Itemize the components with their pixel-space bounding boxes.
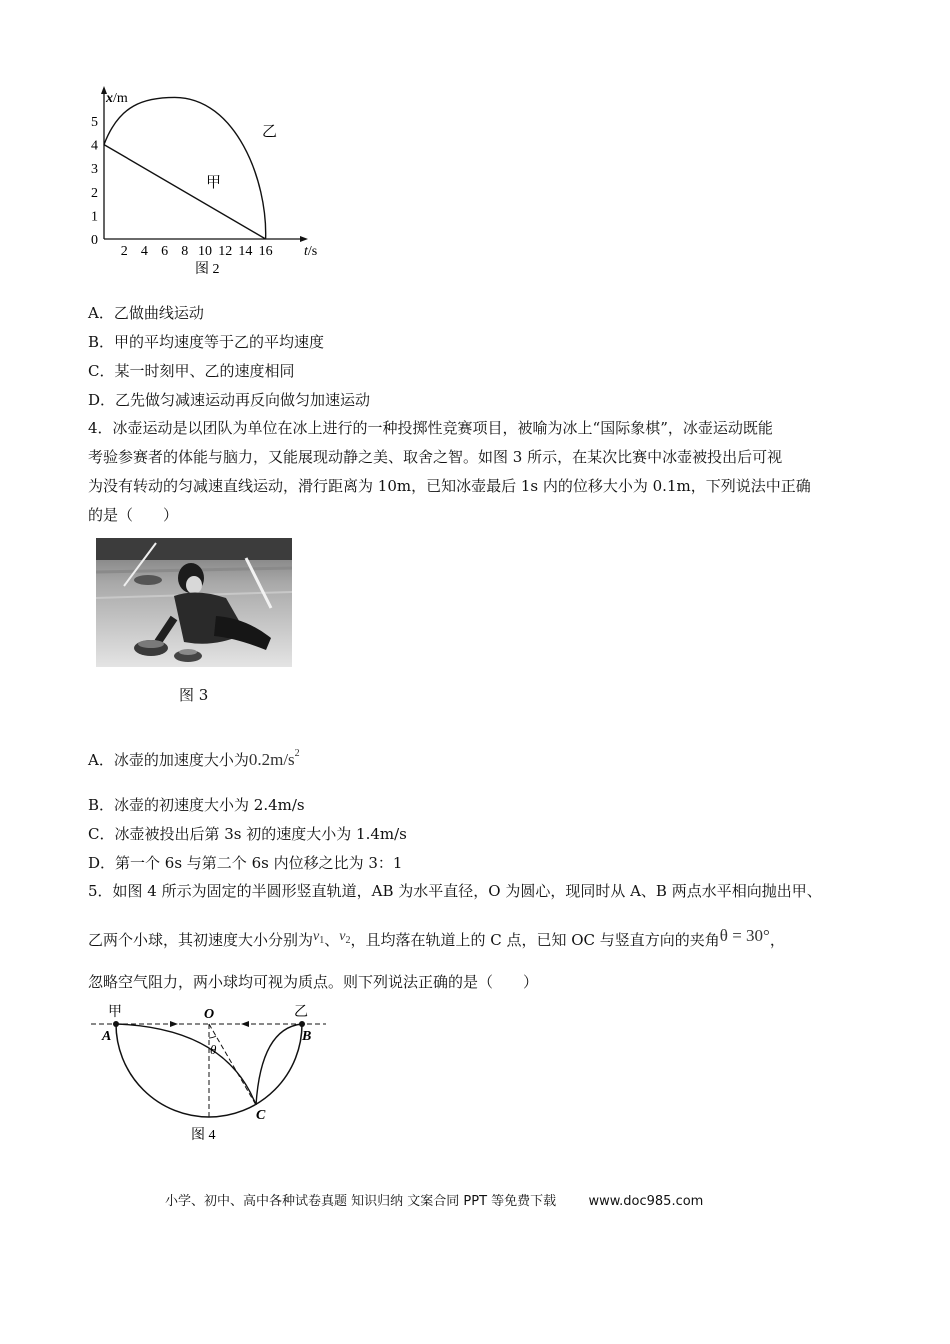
q5-separator: 、 (324, 931, 340, 949)
x-tick-label: 6 (161, 244, 169, 259)
q4-stem-line: 4．冰壶运动是以团队为单位在冰上进行的一种投掷性竞赛项目，被喻为冰上“国际象棋”，冰壶运动既能 (88, 419, 773, 437)
x-tick-labels (121, 244, 273, 259)
q4-option-a (88, 744, 300, 770)
q4-option-d: D．第一个 6s 与第二个 6s 内位移之比为 3：1 (88, 854, 403, 872)
q4-stem-line: 的是（ ） (88, 506, 179, 524)
q5-line-2-text: 乙两个小球，其初速度大小分别为 (88, 931, 314, 949)
series-line-jia (104, 145, 266, 239)
y-tick-label: 4 (91, 138, 98, 154)
ball-yi (299, 1021, 305, 1027)
q4-stem-line: 考验参赛者的体能与脑力，又能展现动静之美、取舍之智。如图 3 所示，在某次比赛中冰壶被投出后可视 (88, 448, 783, 466)
q3-option-a: A．乙做曲线运动 (88, 304, 204, 322)
q5-line-2 (88, 926, 785, 951)
q4-stem-line: 为没有转动的匀减速直线运动，滑行距离为 10m，已知冰壶最后 1s 内的位移大小为 0.1m，下列说法中正确 (88, 477, 811, 495)
y-tick-label: 1 (91, 209, 98, 225)
figure-2-xt-graph (80, 82, 340, 282)
y-tick-label: 5 (91, 115, 98, 130)
y-tick-labels (91, 115, 98, 248)
figure-3-curling-photo (96, 538, 292, 667)
label-yi: 乙 (294, 1005, 308, 1020)
x-tick-label: 12 (218, 244, 233, 259)
y-axis-label: x/m (106, 91, 128, 106)
x-tick-label: 4 (140, 244, 148, 259)
q4-stem (88, 414, 888, 530)
figure-4-semicircle-track (86, 998, 336, 1148)
series-curve-yi (104, 97, 266, 239)
q5-line-3: 忽略空气阻力，两小球均可视为质点。则下列说法正确的是（ ） (88, 973, 539, 991)
theta-formula: θ = 30° (719, 926, 770, 945)
footer-url[interactable]: www.doc985.com (588, 1194, 704, 1209)
x-tick-label: 14 (238, 244, 253, 259)
x-tick-label: 8 (181, 244, 189, 259)
v1-subscript: 1 (319, 935, 325, 946)
x-axis-arrow (300, 236, 308, 242)
q4-option-a-sup: 2 (294, 748, 300, 759)
y-tick-label: 2 (91, 185, 98, 201)
q4-option-b: B．冰壶的初速度大小为 2.4m/s (88, 796, 305, 814)
trajectory-jia (116, 1024, 256, 1105)
figure-4-caption: 图 4 (191, 1128, 216, 1143)
arrow-left (241, 1021, 249, 1027)
q3-option-c: C．某一时刻甲、乙的速度相同 (88, 362, 295, 380)
q4-option-c: C．冰壶被投出后第 3s 初的速度大小为 1.4m/s (88, 825, 407, 843)
label-theta: θ (210, 1042, 217, 1057)
page-footer (165, 1190, 703, 1209)
ball-jia (113, 1021, 119, 1027)
v2-symbol: v (339, 929, 346, 944)
label-b: B (302, 1029, 312, 1044)
series-label-jia: 甲 (206, 175, 222, 191)
y-tick-label: 0 (91, 233, 98, 248)
trajectory-yi (256, 1024, 302, 1105)
x-tick-label: 10 (198, 244, 212, 259)
q5-line-2-text: ，且均落在轨道上的 C 点，已知 OC 与竖直方向的夹角 (350, 931, 720, 949)
label-c: C (256, 1108, 266, 1123)
footer-text: 小学、初中、高中各种试卷真题 知识归纳 文案合同 PPT 等免费下载 (165, 1194, 557, 1209)
q5-line-1: 5．如图 4 所示为固定的半圆形竖直轨道，AB 为水平直径，O 为圆心，现同时从 A、B 两点水平相向抛出甲、 (88, 882, 822, 900)
x-tick-label: 2 (120, 244, 128, 259)
label-o: O (204, 1007, 215, 1022)
q3-option-d: D．乙先做匀减速运动再反向做匀加速运动 (88, 391, 371, 409)
series-label-yi: 乙 (262, 124, 278, 140)
figure-2-caption: 图 2 (195, 262, 220, 277)
q3-option-b: B．甲的平均速度等于乙的平均速度 (88, 333, 325, 351)
y-tick-label: 3 (91, 162, 98, 178)
q5-line-2-end: ， (769, 931, 785, 949)
arrow-right (170, 1021, 178, 1027)
q4-option-a-text: A．冰壶的加速度大小为 (88, 751, 249, 769)
v1-symbol: v (313, 929, 320, 944)
q4-option-a-formula: 0.2m/s (248, 750, 295, 769)
label-a: A (102, 1029, 112, 1044)
x-tick-label: 16 (258, 244, 273, 259)
label-jia: 甲 (108, 1005, 122, 1020)
figure-3-caption: 图 3 (179, 686, 209, 704)
theta-arc (209, 1036, 216, 1038)
v2-subscript: 2 (345, 935, 351, 946)
x-axis-label: t/s (304, 244, 318, 259)
